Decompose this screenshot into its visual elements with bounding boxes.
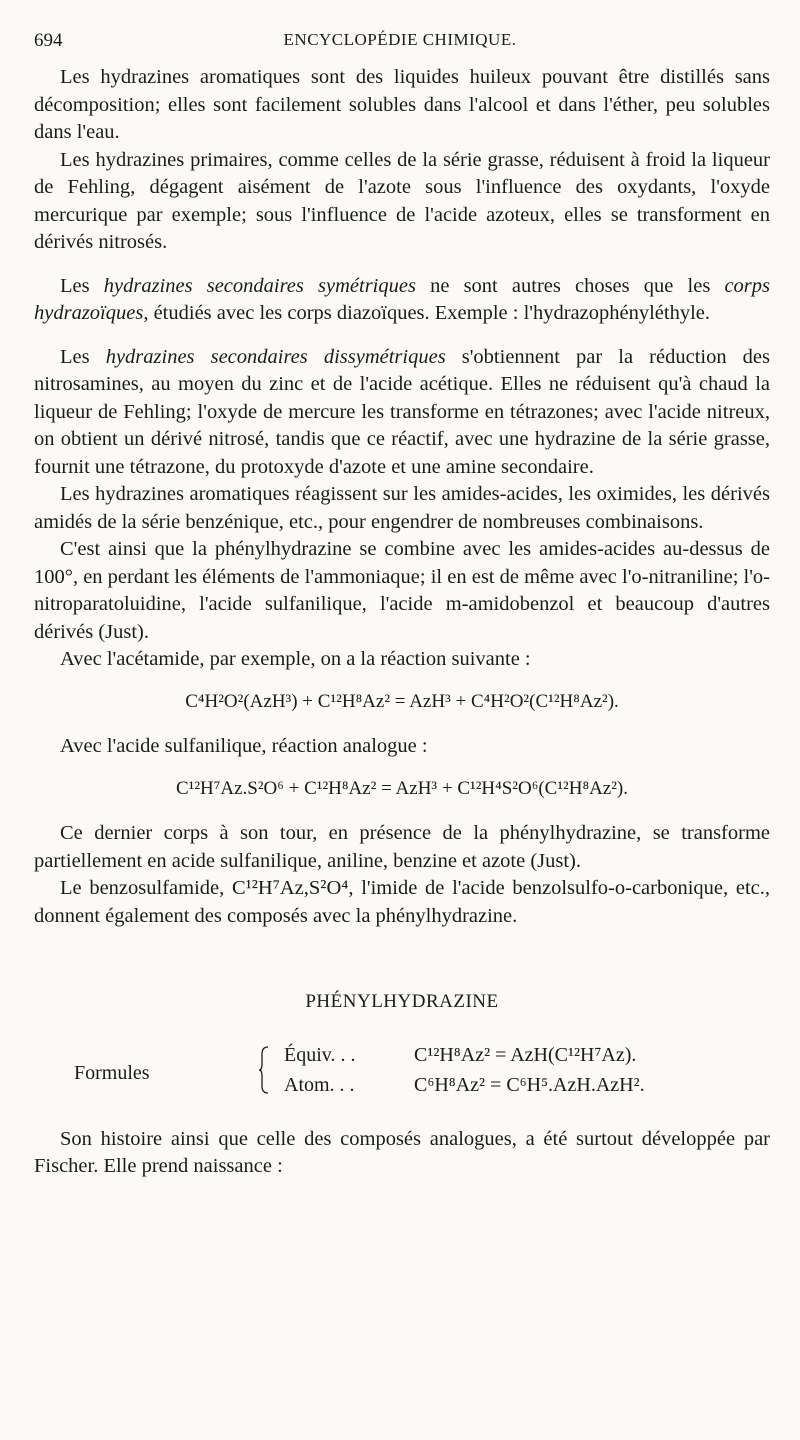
paragraph-history: Son histoire ainsi que celle des composés analogues, a été surtout développée par Fischer. Elle prend naissance :: [34, 1127, 770, 1177]
formulas-block: [34, 1042, 770, 1104]
paragraph-amides-acids: Les hydrazines aromatiques réagissent sur les amides-acides, les oximides, les dérivés amidés de la série benzénique, etc., pour engendrer de nombreuses combinaisons.: [34, 483, 770, 533]
equation-acetamide: C⁴H²O²(AzH³) + C¹²H⁸Az² = AzH³ + C⁴H²O²(C¹²H⁸Az²).: [185, 690, 619, 712]
running-title: ENCYCLOPÉDIE CHIMIQUE.: [283, 30, 517, 49]
italic-term: corps hydrazoïques: [34, 274, 770, 324]
formula-atom: C⁶H⁸Az² = C⁶H⁵.AzH.AzH².: [414, 1073, 645, 1096]
italic-term: hydrazines secondaires dissymétriques: [105, 345, 446, 368]
formula-atom-row: [284, 1072, 645, 1100]
paragraph-symmetric-hydrazines: [34, 273, 770, 328]
text-span: , étudiés avec les corps diazoïques. Exemple : l'hydrazophényléthyle.: [143, 302, 711, 324]
equation-sulfanilic: C¹²H⁷Az.S²O⁶ + C¹²H⁸Az² = AzH³ + C¹²H⁴S²O⁶(C¹²H⁸Az²).: [175, 777, 629, 799]
text-span: Les: [60, 274, 104, 297]
paragraph-phenylhydrazine-combination: C'est ainsi que la phénylhydrazine se combine avec les amides-acides au-dessus de 100°, en perdant les éléments de l'ammoniaque; il en est de même avec l'o-nitraniline; l'o-nitroparatoluidine, l'acide sulfanilique, l'acide m-amidobenzol et beaucoup d'autres dérivés (Just).: [34, 538, 770, 643]
section-title: PHÉNYLHYDRAZINE: [305, 991, 499, 1012]
paragraph-sulfanilic-intro: Avec l'acide sulfanilique, réaction analogue :: [60, 735, 428, 757]
paragraph-primary-hydrazines: Les hydrazines primaires, comme celles de la série grasse, réduisent à froid la liqueur de Fehling, dégagent aisément de l'azote sous l'influence des oxydants, l'oxyde mercurique par exemple; sous l'influence de l'acide azoteux, elles se transforment en dérivés nitrosés.: [34, 148, 770, 253]
formula-equiv-label: Équiv. . .: [284, 1043, 356, 1066]
page-header: [34, 30, 766, 56]
italic-term: hydrazines secondaires symétriques: [103, 274, 416, 297]
formulas-label: Formules: [74, 1061, 150, 1084]
text-span: s'obtiennent par la réduction des nitrosamines, au moyen du zinc et de l'acide acétique. Elles ne réduisent qu'à chaud la liqueur de Fehling; l'oxyde de mercure les transforme en tétrazones; avec l'acide nitreux, on obtient un dérivé nitrosé, tandis que ce réactif, avec une hydrazine de la série grasse, fournit une tétrazone, du protoxyde d'azote et une amine secondaire.: [34, 345, 770, 478]
page-number: 694: [34, 30, 63, 51]
formula-equiv-row: [284, 1042, 636, 1070]
paragraph-benzosulfamide: Le benzosulfamide, C¹²H⁷Az,S²O⁴, l'imide de l'acide benzolsulfo-o-carbonique, etc., donnent également des composés avec la phénylhydrazine.: [34, 877, 770, 927]
formula-equiv: C¹²H⁸Az² = AzH(C¹²H⁷Az).: [414, 1043, 637, 1066]
paragraph-aromatic-properties: Les hydrazines aromatiques sont des liquides huileux pouvant être distillés sans décomposition; elles sont facilement solubles dans l'alcool et dans l'éther, peu solubles dans l'eau.: [34, 66, 770, 143]
text-span: ne sont autres choses que les: [415, 274, 725, 297]
page-body: [34, 64, 770, 1181]
brace-icon: [258, 1046, 270, 1094]
text-span: Les: [60, 345, 106, 368]
paragraph-dissymmetric-hydrazines: [34, 344, 770, 482]
formula-atom-label: Atom. . .: [284, 1073, 355, 1096]
paragraph-acetamide-intro: Avec l'acétamide, par exemple, on a la réaction suivante :: [60, 648, 531, 670]
paragraph-transformation: Ce dernier corps à son tour, en présence de la phénylhydrazine, se transforme partiellement en acide sulfanilique, aniline, benzine et azote (Just).: [34, 822, 770, 872]
